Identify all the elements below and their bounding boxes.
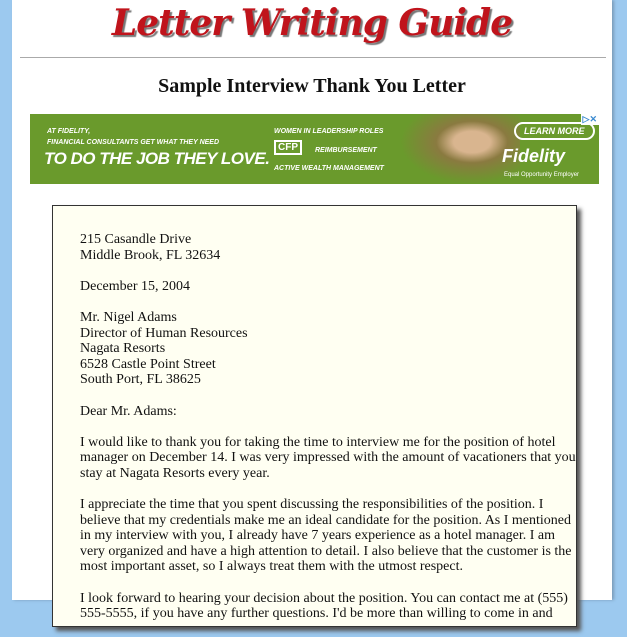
letter-line: I appreciate the time that you spent discussing the responsibilities of the position. I: [80, 497, 544, 513]
letter-line: Middle Brook, FL 32634: [80, 247, 221, 263]
ad-text: AT FIDELITY,: [47, 128, 91, 135]
letter-paragraph: [80, 404, 576, 420]
letter-line: 6528 Castle Point Street: [80, 356, 216, 372]
letter-line: I look forward to hearing your decision about the position. You can contact me at (555): [80, 590, 568, 606]
ad-close-icon[interactable]: ▷✕: [582, 114, 597, 124]
letter-line: December 15, 2004: [80, 278, 191, 294]
letter-line: Director of Human Resources: [80, 325, 248, 341]
letter-line: Mr. Nigel Adams: [80, 309, 177, 325]
letter-paragraph: [80, 591, 576, 622]
letter-line: most important asset, so I always treat them with the utmost respect.: [80, 559, 463, 575]
letter-paragraph: [80, 497, 576, 575]
letter-body: [80, 232, 576, 637]
letter-paragraph: [80, 310, 576, 388]
letter-sample: [52, 205, 577, 627]
page: [12, 0, 612, 622]
letter-line: in my interview with you, I already have 7 years experience as a hotel manager. I am: [80, 528, 556, 544]
page-title: Sample Interview Thank You Letter: [158, 75, 466, 97]
letter-line: 215 Casandle Drive: [80, 232, 192, 247]
site-logo[interactable]: Letter Writing Guide: [111, 2, 513, 44]
ad-text: FINANCIAL CONSULTANTS GET WHAT THEY NEED: [47, 139, 220, 146]
ad-headline: TO DO THE JOB THEY LOVE.: [44, 149, 270, 168]
letter-line: manager on December 14. I was very impressed with the amount of vacationers that you: [80, 450, 576, 466]
letter-paragraph: [80, 232, 576, 263]
letter-line: stay at Nagata Resorts every year.: [80, 465, 270, 481]
letter-line: 555-5555, if you have any further questions. I'd be more than willing to come in and: [80, 606, 553, 622]
letter-line: very organized and have a high attention to detail. I also believe that the customer is the: [80, 543, 572, 559]
letter-line: I would like to thank you for taking the time to interview me for the position of hotel: [80, 434, 556, 450]
letter-paragraph: [80, 435, 576, 482]
advertisement-banner[interactable]: [30, 114, 599, 184]
letter-line: South Port, FL 38625: [80, 372, 201, 388]
ad-text: REIMBURSEMENT: [315, 147, 377, 154]
letter-line: Nagata Resorts: [80, 341, 166, 357]
letter-line: believe that my credentials make me an ideal candidate for the position. As I mentioned: [80, 512, 572, 528]
letter-line: Dear Mr. Adams:: [80, 403, 177, 419]
learn-more-button[interactable]: LEARN MORE: [514, 122, 595, 140]
fidelity-logo: Fidelity: [502, 146, 566, 166]
cfp-logo: CFP: [274, 140, 302, 155]
ad-text: ACTIVE WEALTH MANAGEMENT: [274, 165, 384, 172]
ad-text: WOMEN IN LEADERSHIP ROLES: [274, 128, 384, 135]
divider: [20, 57, 606, 58]
letter-paragraph: [80, 279, 576, 295]
ad-tagline: Equal Opportunity Employer: [504, 172, 580, 178]
